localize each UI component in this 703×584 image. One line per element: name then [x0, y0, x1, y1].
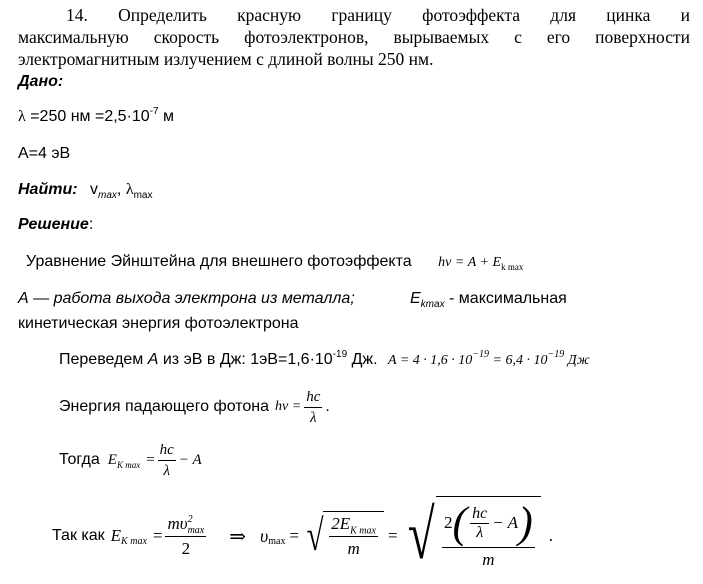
ek-sub: kmax [420, 299, 445, 311]
sqrt-2-coef: 2 [444, 513, 453, 532]
velocity-equals: = [289, 526, 300, 545]
convert-formula-unit: Дж [564, 353, 590, 368]
find-separator: , [116, 181, 122, 198]
ek-definition-line [410, 290, 567, 311]
sotak-denominator: 2 [181, 538, 191, 558]
convert-formula-a: A = 4 · 1,6 · 10 [388, 353, 473, 368]
photon-text: Энергия падающего фотона [59, 398, 270, 415]
photon-lhs: hν = [275, 399, 302, 414]
lambda-value: =250 нм =2,5·10 [25, 108, 150, 125]
velocity-line: Так как E K max = $\frac{m\upsilon^2_{max}}{2}$ ⇒ υ max = √ $\frac{2E_{K max}}{m}$ = √ 2 ( $\frac{hc}{\lambda}$ − A ) m . [52, 497, 553, 574]
sqrt-1-numerator [329, 512, 378, 537]
einstein-formula: hν = A + E [438, 255, 502, 270]
then-text: Тогда [59, 451, 100, 468]
photon-numerator: hc [304, 387, 322, 408]
convert-text-b: из эВ в Дж: 1эВ=1,6·10 [158, 351, 333, 368]
photon-line [59, 385, 330, 429]
sqrt-2-fraction [442, 498, 535, 572]
sqrt-2-inner-num: hc [472, 504, 488, 522]
ek-symbol: E [410, 290, 421, 307]
ek-definition: - максимальная [444, 290, 567, 307]
then-numerator: hc [158, 440, 176, 461]
final-dot: . [548, 526, 553, 545]
photon-denominator: λ [310, 409, 317, 426]
solution-heading-line [18, 216, 93, 234]
convert-formula-exp2: −19 [547, 349, 565, 360]
then-lhs: E [107, 451, 117, 468]
sqrt-1-fraction [329, 512, 378, 561]
find-heading: Найти: [18, 181, 78, 198]
problem-line-2: максимальную скорость фотоэлектронов, вырываемых с его поверхности [18, 27, 690, 47]
solution-colon: : [88, 216, 94, 233]
find-velocity: v [90, 181, 99, 198]
sqrt-1-body [323, 511, 384, 561]
sqrt-1 [303, 511, 384, 561]
sotak-num-sup: 2 [187, 513, 193, 525]
sqrt-2-minus: − A [492, 513, 519, 532]
convert-text-a: Переведем [59, 351, 148, 368]
sqrt-1-num-text: 2E [331, 514, 351, 533]
right-paren: ) [518, 498, 533, 547]
einstein-text: Уравнение Эйнштейна для внешнего фотоэффекта [26, 253, 412, 270]
lambda-exponent: -7 [149, 106, 159, 117]
find-lambda-sub: max [133, 190, 153, 202]
sotak-num-text: mυ [167, 513, 188, 533]
sqrt-2-inner-den: λ [476, 523, 484, 541]
velocity-lhs: υ [260, 525, 269, 546]
given-heading: Дано: [18, 73, 64, 90]
sotak-equals: = [152, 526, 163, 545]
convert-formula-exp1: −19 [472, 349, 490, 360]
work-definition: А — работа выхода электрона из металла; [18, 290, 355, 307]
sqrt-2-denominator: m [482, 550, 495, 569]
photon-fraction [304, 387, 322, 428]
sqrt-2-numerator [442, 498, 535, 548]
find-velocity-sub: max [98, 190, 117, 202]
find-line [18, 181, 153, 202]
sqrt-2-inner-fraction [470, 505, 489, 542]
einstein-formula-sub: k max [501, 262, 524, 273]
sotak-num-sub: max [187, 524, 205, 536]
second-equals: = [387, 526, 398, 545]
lambda-unit: м [158, 108, 175, 125]
einstein-line [26, 253, 523, 271]
convert-text-c: Дж. [347, 351, 378, 368]
find-lambda: λ [125, 181, 134, 198]
then-line: Тогда E K max = $\frac{hc}{\lambda}$ − A [59, 441, 202, 479]
sqrt-2 [402, 496, 541, 576]
sqrt-1-denominator: m [347, 539, 360, 558]
sotak-fraction [165, 512, 206, 561]
then-denominator: λ [163, 462, 170, 479]
convert-a: А [147, 351, 159, 368]
given-work-function: А=4 эВ [18, 145, 71, 162]
problem-line-1: 14. Определить красную границу фотоэффекта для цинка и [66, 5, 690, 25]
convert-exponent: -19 [332, 349, 348, 360]
work-definition-line [18, 290, 355, 308]
convert-line [59, 351, 590, 369]
sqrt-1-sign: √ [306, 511, 324, 560]
sqrt-1-num-sub: K max [350, 525, 376, 537]
sotak-text: Так как [52, 527, 105, 544]
convert-formula-mid: = 6,4 · 10 [489, 353, 548, 368]
left-paren: ( [452, 498, 468, 547]
photon-dot: . [325, 398, 330, 415]
problem-line-3: электромагнитным излучением с длиной волны 250 нм. [18, 49, 434, 69]
ek-definition-line-2: кинетическая энергия фотоэлектрона [18, 315, 299, 332]
lambda-symbol: λ [18, 108, 26, 125]
sotak-lhs: E [110, 526, 122, 545]
then-rest: − A [178, 451, 202, 468]
then-equals: = [146, 451, 155, 468]
problem-statement [18, 4, 690, 70]
sqrt-2-body [436, 496, 541, 576]
convert-formula [388, 349, 590, 368]
solution-heading: Решение [18, 216, 89, 233]
given-lambda [18, 108, 174, 126]
implies-arrow: ⇒ [229, 525, 247, 548]
sotak-numerator [165, 512, 206, 537]
then-fraction [158, 440, 176, 481]
sqrt-2-sign: √ [407, 497, 435, 574]
